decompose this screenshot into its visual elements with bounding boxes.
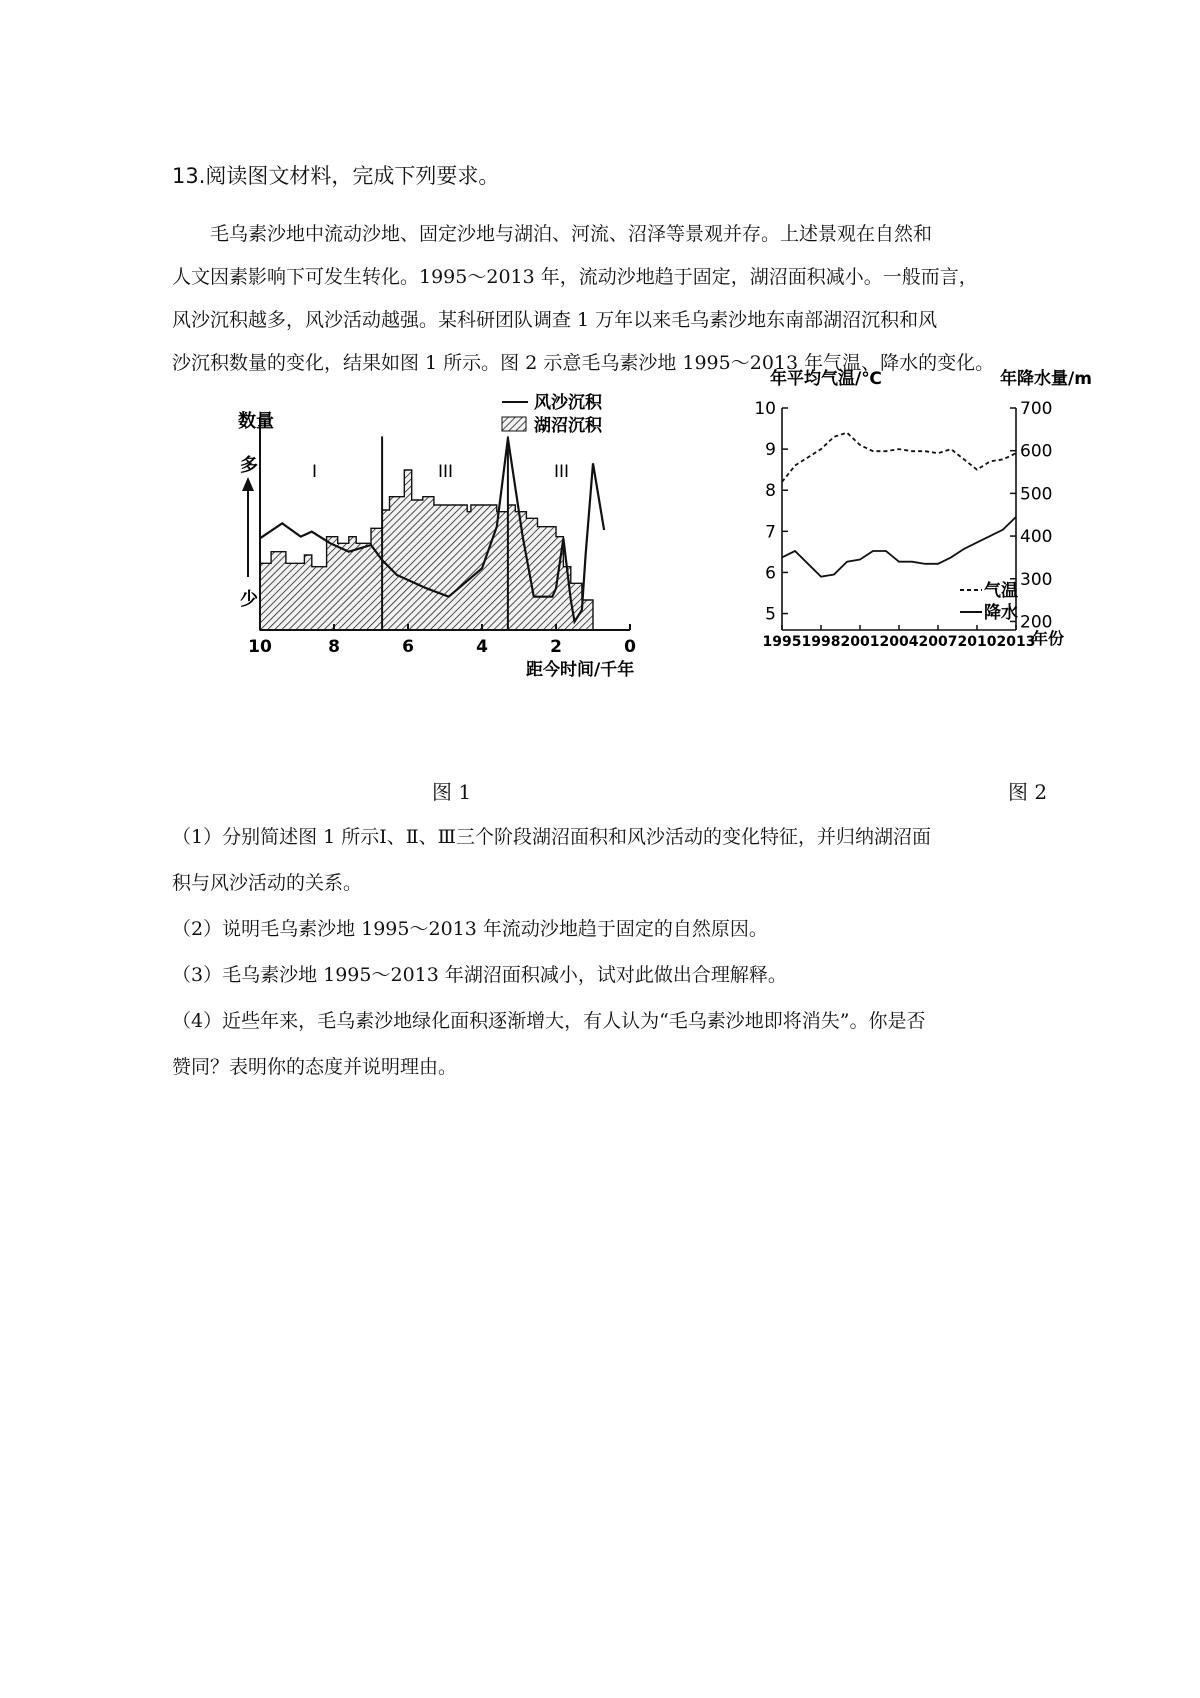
figure-1-caption: 图 1	[432, 780, 472, 804]
figure-1-y-more: 多	[240, 455, 258, 476]
x-tick-label: 2013	[996, 634, 1036, 650]
figure-1-up-arrowhead	[242, 477, 254, 491]
x-tick-label: 1998	[801, 634, 841, 650]
sub-question: （3）毛乌素沙地 1995～2013 年湖沼面积减小，试对此做出合理解释。	[172, 964, 787, 986]
right-y-tick-label: 600	[1020, 441, 1053, 462]
sub-question: （2）说明毛乌素沙地 1995～2013 年流动沙地趋于固定的自然原因。	[172, 918, 768, 940]
figure-1-legend-label: 风沙沉积	[534, 393, 602, 413]
left-y-tick-label: 5	[765, 604, 776, 625]
sub-question-list	[172, 814, 1032, 1090]
sub-question: （4）近些年来，毛乌素沙地绿化面积逐渐增大，有人认为“毛乌素沙地即将消失”。你是否	[172, 1010, 926, 1032]
left-y-tick-label: 10	[754, 399, 776, 419]
figure-1-stage-label: III	[554, 462, 570, 482]
material-line: 沙沉积数量的变化，结果如图 1 所示。图 2 示意毛乌素沙地 1995～2013 年气温、降水的变化。	[172, 352, 995, 374]
figure-2-chart	[754, 369, 1160, 718]
figure-2-legend-label: 气温	[984, 581, 1018, 601]
figure-2	[754, 369, 1160, 718]
material-line: 风沙沉积越多，风沙活动越强。某科研团队调查 1 万年以来毛乌素沙地东南部湖沼沉积和风	[172, 309, 938, 331]
x-tick-label: 2	[550, 637, 562, 657]
figure-1	[230, 393, 720, 735]
left-y-tick-label: 7	[765, 522, 776, 543]
figure-1-ylabel: 数量	[238, 411, 274, 432]
x-tick-label: 2010	[957, 634, 997, 650]
figure-1-stage-label: I	[312, 462, 318, 482]
figure-1-y-less: 少	[240, 589, 258, 610]
x-tick-label: 2004	[879, 634, 919, 650]
figure-1-legend-swatch	[502, 417, 526, 431]
figure-2-ylabel-right: 年降水量/m	[1000, 369, 1092, 389]
precipitation-line	[782, 517, 1016, 577]
right-y-tick-label: 700	[1020, 399, 1053, 419]
right-y-tick-label: 300	[1020, 569, 1053, 590]
sub-question: （1）分别简述图 1 所示Ⅰ、Ⅱ、Ⅲ三个阶段湖沼面积和风沙活动的变化特征，并归纳湖沼面	[172, 826, 932, 848]
x-tick-label: 6	[402, 637, 414, 657]
x-tick-label: 0	[624, 637, 636, 657]
material-line: 人文因素影响下可发生转化。1995～2013 年，流动沙地趋于固定，湖沼面积减小。一般而言，	[172, 266, 978, 288]
figure-2-legend-label: 降水	[984, 603, 1018, 623]
right-y-tick-label: 200	[1020, 612, 1053, 633]
x-tick-label: 10	[248, 637, 272, 657]
left-y-tick-label: 8	[765, 481, 776, 502]
sub-question: 赞同？表明你的态度并说明理由。	[172, 1056, 458, 1078]
material-paragraph	[172, 213, 1022, 385]
lake-deposit-area	[260, 470, 593, 630]
x-tick-label: 1995	[762, 634, 802, 650]
x-tick-label: 8	[328, 637, 340, 657]
right-y-tick-label: 400	[1020, 527, 1053, 548]
temperature-line	[782, 433, 1016, 482]
x-tick-label: 2007	[918, 634, 958, 650]
figure-1-xlabel: 距今时间/千年	[526, 660, 635, 680]
question-title: 13.阅读图文材料，完成下列要求。	[172, 164, 500, 188]
figure-2-ylabel-left: 年平均气温/℃	[770, 369, 882, 389]
figure-2-caption: 图 2	[1008, 780, 1048, 804]
sub-question: 积与风沙活动的关系。	[172, 872, 363, 894]
right-y-tick-label: 500	[1020, 484, 1053, 505]
figure-1-stage-label: III	[438, 462, 454, 482]
left-y-tick-label: 9	[765, 440, 776, 461]
figure-2-xlabel: 年份	[1032, 629, 1065, 648]
figure-1-chart	[230, 393, 720, 735]
left-y-tick-label: 6	[765, 563, 776, 584]
material-line: 毛乌素沙地中流动沙地、固定沙地与湖泊、河流、沼泽等景观并存。上述景观在自然和	[210, 223, 933, 245]
figure-1-legend-label: 湖沼沉积	[534, 416, 602, 436]
x-tick-label: 2001	[840, 634, 880, 650]
x-tick-label: 4	[476, 637, 488, 657]
